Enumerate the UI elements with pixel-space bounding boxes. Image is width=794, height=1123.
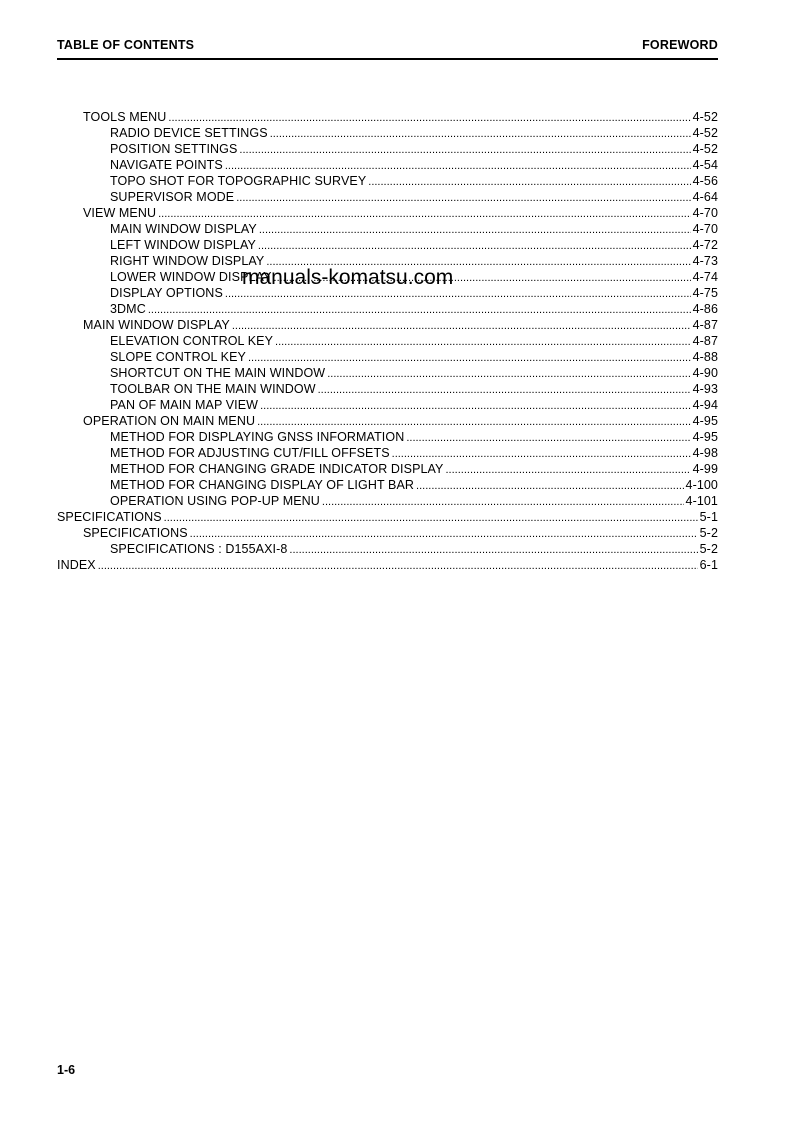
toc-entry-title: TOOLS MENU xyxy=(83,110,167,124)
toc-dot-leader xyxy=(289,542,697,558)
toc-entry-title: METHOD FOR CHANGING DISPLAY OF LIGHT BAR xyxy=(110,478,415,492)
toc-entry-page: 4-88 xyxy=(692,350,718,364)
toc-entry-page: 5-1 xyxy=(699,510,718,524)
toc-entry-title: 3DMC xyxy=(110,302,146,316)
toc-dot-leader xyxy=(148,302,691,318)
toc-entry[interactable] xyxy=(57,173,718,189)
toc-entry-title: METHOD FOR ADJUSTING CUT/FILL OFFSETS xyxy=(110,446,390,460)
toc-entry-page: 4-73 xyxy=(692,254,718,268)
toc-entry-page: 4-52 xyxy=(692,142,718,156)
toc-entry[interactable] xyxy=(57,397,718,413)
toc-entry-page: 4-100 xyxy=(685,478,718,492)
toc-entry-title: TOOLBAR ON THE MAIN WINDOW xyxy=(110,382,316,396)
toc-entry[interactable] xyxy=(57,205,718,221)
toc-entry-page: 4-98 xyxy=(692,446,718,460)
toc-dot-leader xyxy=(164,510,698,526)
toc-entry-page: 4-86 xyxy=(692,302,718,316)
toc-entry[interactable] xyxy=(57,125,718,141)
toc-dot-leader xyxy=(322,494,684,510)
toc-dot-leader xyxy=(236,190,690,206)
toc-entry[interactable] xyxy=(57,541,718,557)
toc-dot-leader xyxy=(158,206,690,222)
toc-entry[interactable] xyxy=(57,525,718,541)
toc-entry-title: POSITION SETTINGS xyxy=(110,142,238,156)
toc-entry-page: 4-56 xyxy=(692,174,718,188)
toc-entry-title: SPECIFICATIONS xyxy=(57,510,162,524)
toc-entry[interactable] xyxy=(57,381,718,397)
toc-entry-title: OPERATION USING POP-UP MENU xyxy=(110,494,320,508)
toc-entry[interactable] xyxy=(57,445,718,461)
toc-entry[interactable] xyxy=(57,509,718,525)
page-number: 1-6 xyxy=(57,1063,76,1077)
toc-entry-page: 4-87 xyxy=(692,318,718,332)
toc-dot-leader xyxy=(257,414,690,430)
toc-dot-leader xyxy=(98,558,698,574)
toc-entry-page: 4-52 xyxy=(692,110,718,124)
toc-entry-page: 4-101 xyxy=(685,494,718,508)
toc-entry-page: 4-95 xyxy=(692,414,718,428)
toc-entry-title: OPERATION ON MAIN MENU xyxy=(83,414,256,428)
toc-entry[interactable] xyxy=(57,333,718,349)
toc-entry[interactable] xyxy=(57,317,718,333)
toc-entry-title: DISPLAY OPTIONS xyxy=(110,286,223,300)
toc-entry-title: SUPERVISOR MODE xyxy=(110,190,235,204)
toc-entry[interactable] xyxy=(57,157,718,173)
toc-dot-leader xyxy=(258,238,691,254)
toc-entry[interactable] xyxy=(57,141,718,157)
toc-entry-title: METHOD FOR DISPLAYING GNSS INFORMATION xyxy=(110,430,405,444)
toc-entry-page: 5-2 xyxy=(699,542,718,556)
toc-entry-title: SPECIFICATIONS : D155AXI-8 xyxy=(110,542,288,556)
toc-entry[interactable] xyxy=(57,109,718,125)
toc-entry-title: SHORTCUT ON THE MAIN WINDOW xyxy=(110,366,326,380)
toc-dot-leader xyxy=(446,462,691,478)
toc-entry-page: 5-2 xyxy=(699,526,718,540)
toc-dot-leader xyxy=(225,158,691,174)
toc-entry-title: LOWER WINDOW DISPLAY xyxy=(110,270,272,284)
toc-entry[interactable] xyxy=(57,493,718,509)
toc-entry-title: PAN OF MAIN MAP VIEW xyxy=(110,398,259,412)
toc-dot-leader xyxy=(416,478,683,494)
toc-entry-title: MAIN WINDOW DISPLAY xyxy=(110,222,257,236)
toc-entry-title: INDEX xyxy=(57,558,96,572)
toc-entry-page: 4-64 xyxy=(692,190,718,204)
toc-entry-title: LEFT WINDOW DISPLAY xyxy=(110,238,256,252)
page-header xyxy=(57,38,718,60)
toc-entry-title: MAIN WINDOW DISPLAY xyxy=(83,318,230,332)
toc-dot-leader xyxy=(190,526,698,542)
toc-entry-page: 4-70 xyxy=(692,206,718,220)
toc-dot-leader xyxy=(270,126,691,142)
toc-entry-page: 4-52 xyxy=(692,126,718,140)
toc-entry-page: 4-90 xyxy=(692,366,718,380)
toc-dot-leader xyxy=(318,382,691,398)
toc-entry-page: 6-1 xyxy=(699,558,718,572)
toc-dot-leader xyxy=(406,430,690,446)
toc-entry[interactable] xyxy=(57,429,718,445)
toc-entry-title: RIGHT WINDOW DISPLAY xyxy=(110,254,265,268)
toc-entry[interactable] xyxy=(57,413,718,429)
header-chapter-title: FOREWORD xyxy=(642,38,718,52)
toc-entry-page: 4-99 xyxy=(692,462,718,476)
toc-entry[interactable] xyxy=(57,349,718,365)
toc-entry[interactable] xyxy=(57,301,718,317)
toc-entry-page: 4-70 xyxy=(692,222,718,236)
toc-entry-page: 4-94 xyxy=(692,398,718,412)
toc-dot-leader xyxy=(327,366,690,382)
toc-entry[interactable] xyxy=(57,557,718,573)
toc-entry-title: ELEVATION CONTROL KEY xyxy=(110,334,274,348)
toc-entry-page: 4-95 xyxy=(692,430,718,444)
toc-entry-title: SLOPE CONTROL KEY xyxy=(110,350,246,364)
toc-dot-leader xyxy=(392,446,691,462)
toc-entry[interactable] xyxy=(57,237,718,253)
toc-entry[interactable] xyxy=(57,477,718,493)
toc-dot-leader xyxy=(275,334,691,350)
toc-entry-title: SPECIFICATIONS xyxy=(83,526,188,540)
header-section-title: TABLE OF CONTENTS xyxy=(57,38,195,52)
toc-dot-leader xyxy=(259,222,691,238)
toc-entry-page: 4-72 xyxy=(692,238,718,252)
toc-entry[interactable] xyxy=(57,461,718,477)
toc-entry-page: 4-74 xyxy=(692,270,718,284)
toc-entry-title: RADIO DEVICE SETTINGS xyxy=(110,126,268,140)
toc-entry-title: METHOD FOR CHANGING GRADE INDICATOR DISPLAY xyxy=(110,462,444,476)
toc-dot-leader xyxy=(239,142,690,158)
watermark-text: manuals-komatsu.com xyxy=(242,266,454,289)
toc-dot-leader xyxy=(368,174,690,190)
toc-entry-title: VIEW MENU xyxy=(83,206,157,220)
toc-entry-page: 4-87 xyxy=(692,334,718,348)
toc-entry-title: TOPO SHOT FOR TOPOGRAPHIC SURVEY xyxy=(110,174,367,188)
toc-dot-leader xyxy=(248,350,691,366)
toc-dot-leader xyxy=(260,398,690,414)
toc-dot-leader xyxy=(232,318,691,334)
toc-entry-title: NAVIGATE POINTS xyxy=(110,158,223,172)
toc-dot-leader xyxy=(168,110,690,126)
toc-entry-page: 4-93 xyxy=(692,382,718,396)
toc-entry-page: 4-75 xyxy=(692,286,718,300)
toc-entry-page: 4-54 xyxy=(692,158,718,172)
toc-entry[interactable] xyxy=(57,221,718,237)
toc-entry[interactable] xyxy=(57,365,718,381)
toc-entry[interactable] xyxy=(57,189,718,205)
table-of-contents xyxy=(57,109,718,573)
